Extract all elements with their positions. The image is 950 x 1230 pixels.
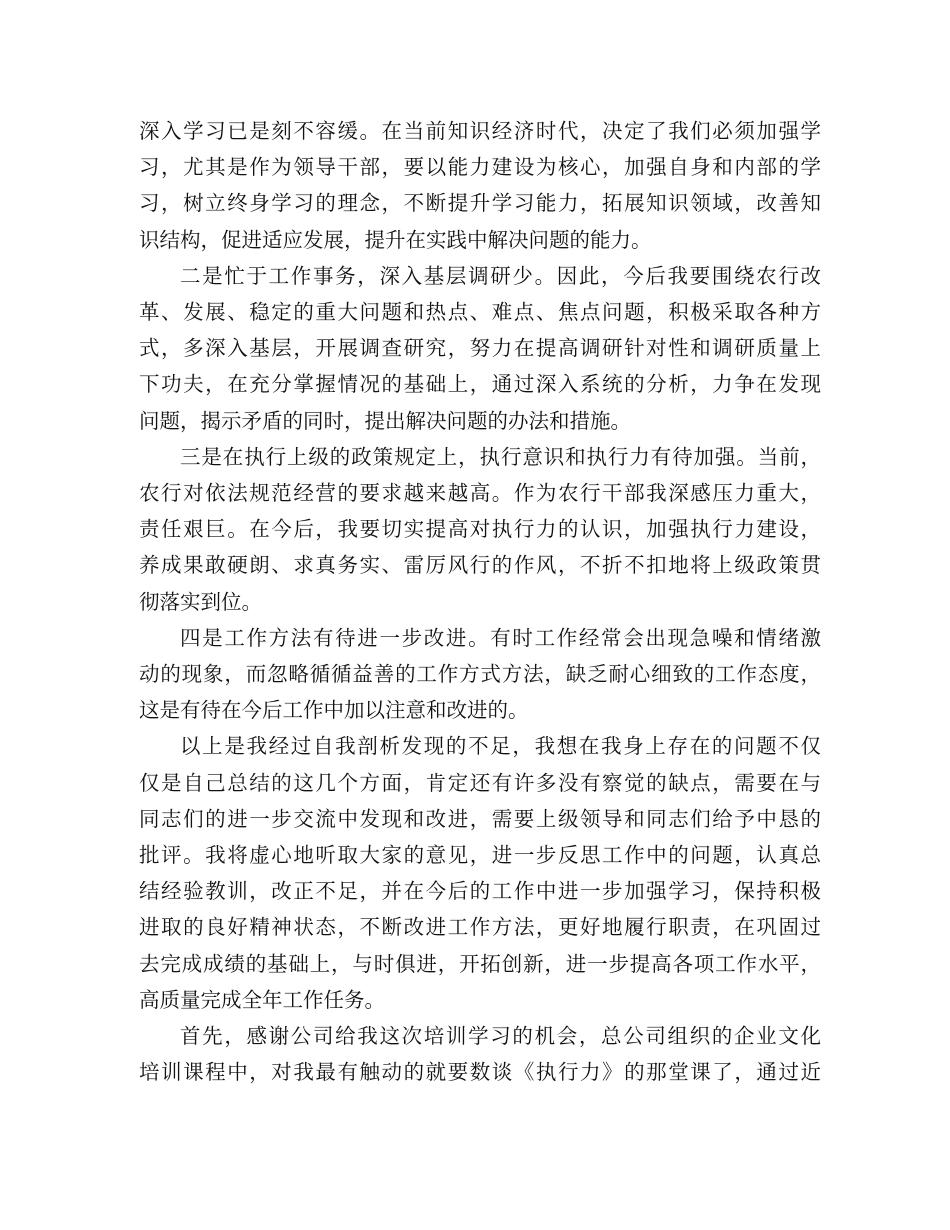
text-line: 三是在执行上级的政策规定上，执行意识和执行力有待加强。当前， [180, 444, 821, 469]
text-line: 培训课程中，对我最有触动的就要数谈《执行力》的那堂课了，通过近 [139, 1060, 821, 1085]
text-line: 首先，感谢公司给我这次培训学习的机会，总公司组织的企业文化 [180, 1024, 821, 1049]
text-line: 习，尤其是作为领导干部，要以能力建设为核心，加强自身和内部的学 [139, 155, 821, 180]
document-body [139, 113, 821, 1090]
text-line: 下功夫，在充分掌握情况的基础上，通过深入系统的分析，力争在发现 [139, 372, 821, 397]
text-line: 养成果敢硬朗、求真务实、雷厉风行的作风，不折不扣地将上级政策贯 [139, 553, 821, 578]
paragraph-method [139, 620, 821, 729]
text-line: 仅是自己总结的这几个方面，肯定还有许多没有察觉的缺点，需要在与 [139, 770, 821, 795]
text-line: 彻落实到位。 [139, 589, 262, 614]
text-line: 责任艰巨。在今后，我要切实提高对执行力的认识，加强执行力建设， [139, 517, 821, 542]
paragraph-research [139, 258, 821, 439]
text-line: 去完成成绩的基础上，与时俱进，开拓创新，进一步提高各项工作水平， [139, 951, 821, 976]
text-line: 深入学习已是刻不容缓。在当前知识经济时代，决定了我们必须加强学 [139, 119, 821, 143]
text-line: 同志们的进一步交流中发现和改进，需要上级领导和同志们给予中恳的 [139, 806, 821, 831]
text-line: 以上是我经过自我剖析发现的不足，我想在我身上存在的问题不仅 [180, 734, 821, 759]
text-line: 式，多深入基层，开展调查研究，努力在提高调研针对性和调研质量上 [139, 336, 821, 361]
text-line: 农行对依法规范经营的要求越来越高。作为农行干部我深感压力重大， [139, 481, 821, 506]
text-line: 动的现象，而忽略循循益善的工作方式方法，缺乏耐心细致的工作态度， [139, 662, 821, 687]
paragraph-training [139, 1018, 821, 1090]
text-line: 进取的良好精神状态，不断改进工作方法，更好地履行职责，在巩固过 [139, 915, 821, 940]
text-line: 习，树立终身学习的理念，不断提升学习能力，拓展知识领域，改善知 [139, 191, 821, 216]
text-line: 结经验教训，改正不足，并在今后的工作中进一步加强学习，保持积极 [139, 879, 821, 904]
text-line: 批评。我将虚心地听取大家的意见，进一步反思工作中的问题，认真总 [139, 843, 821, 868]
text-line: 革、发展、稳定的重大问题和热点、难点、焦点问题，积极采取各种方 [139, 300, 821, 325]
text-line: 四是工作方法有待进一步改进。有时工作经常会出现急噪和情绪激 [180, 625, 821, 650]
text-line: 高质量完成全年工作任务。 [139, 987, 385, 1012]
text-line: 二是忙于工作事务，深入基层调研少。因此，今后我要围绕农行改 [180, 263, 821, 288]
paragraph-execution [139, 439, 821, 620]
paragraph-learning [139, 113, 821, 258]
text-line: 识结构，促进适应发展，提升在实践中解决问题的能力。 [139, 227, 652, 252]
paragraph-summary [139, 728, 821, 1018]
text-line: 这是有待在今后工作中加以注意和改进的。 [139, 698, 529, 723]
text-line: 问题，揭示矛盾的同时，提出解决问题的办法和措施。 [139, 408, 631, 433]
